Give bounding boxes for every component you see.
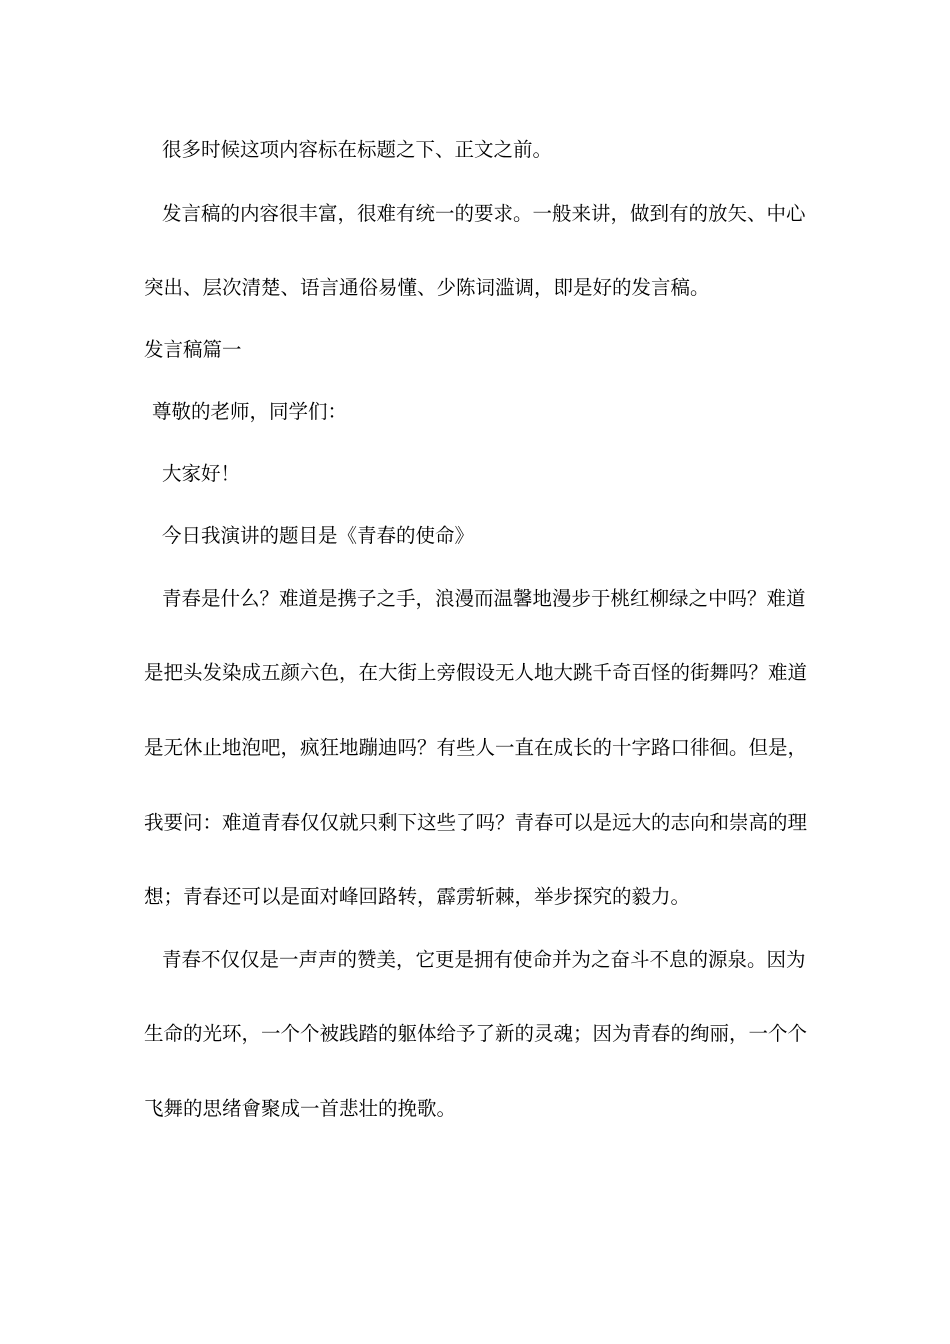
paragraph-line: 发言稿的内容很丰富，很难有统一的要求。一般来讲，做到有的放矢、中心 (162, 202, 806, 225)
paragraph-line: 是无休止地泡吧，疯狂地蹦迪吗？有些人一直在成长的十字路口徘徊。但是， (144, 736, 808, 759)
paragraph-line: 我要问：难道青春仅仅就只剩下这些了吗？青春可以是远大的志向和崇高的理 (144, 811, 808, 834)
paragraph-line: 飞舞的思绪會聚成一首悲壮的挽歌。 (144, 1097, 457, 1120)
paragraph-line: 青春是什么？难道是携子之手，浪漫而温馨地漫步于桃红柳绿之中吗？难道 (162, 587, 806, 610)
salutation: 尊敬的老师，同学们： (152, 400, 348, 423)
paragraph-line: 想；青春还可以是面对峰回路转，霹雳斩棘，举步探究的毅力。 (144, 885, 691, 908)
speech-title-line: 今日我演讲的题目是《青春的使命》 (162, 524, 475, 547)
greeting: 大家好！ (162, 462, 241, 485)
paragraph-line: 生命的光环，一个个被践踏的躯体给予了新的灵魂；因为青春的绚丽，一个个 (144, 1022, 808, 1045)
paragraph-line: 是把头发染成五颜六色，在大街上旁假设无人地大跳千奇百怪的街舞吗？难道 (144, 661, 808, 684)
intro-line: 很多时候这项内容标在标题之下、正文之前。 (162, 138, 553, 161)
section-heading: 发言稿篇一 (144, 338, 242, 361)
paragraph-line: 突出、层次清楚、语言通俗易懂、少陈词滥调，即是好的发言稿。 (144, 276, 710, 299)
paragraph-line: 青春不仅仅是一声声的赞美，它更是拥有使命并为之奋斗不息的源泉。因为 (162, 948, 806, 971)
